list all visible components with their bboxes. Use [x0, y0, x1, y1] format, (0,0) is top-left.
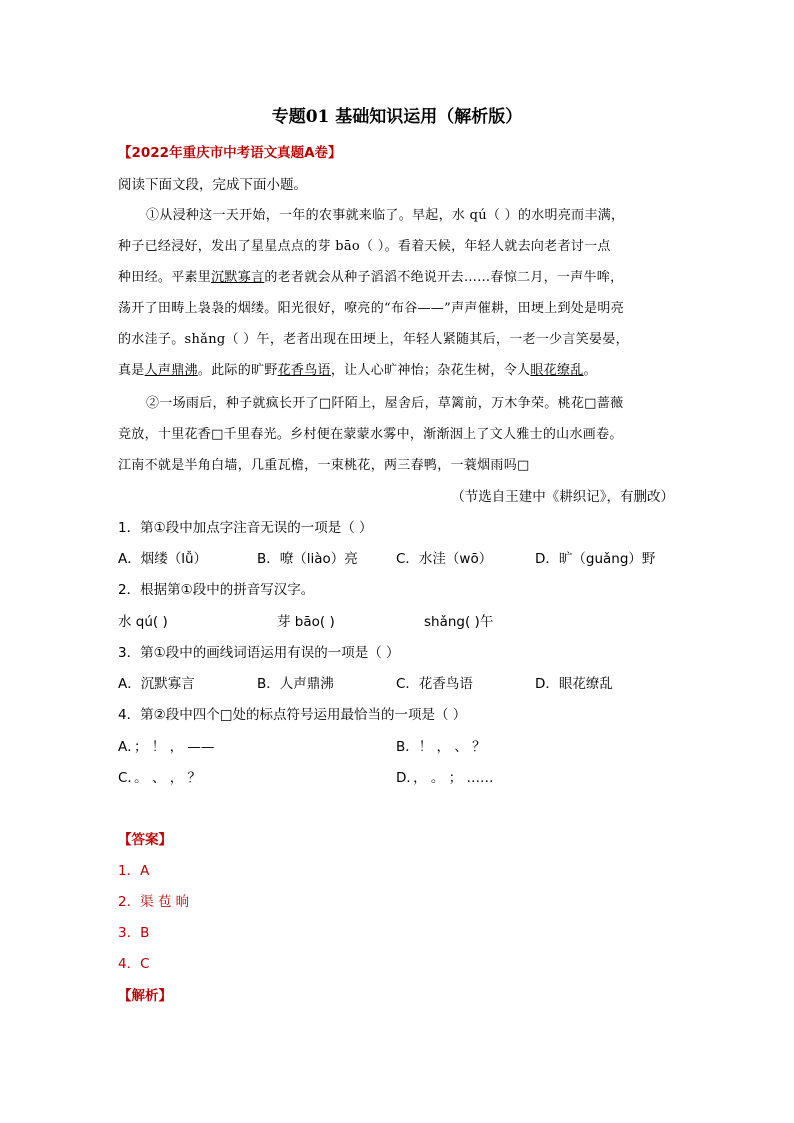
underlined-phrase: 花香鸟语 [277, 363, 331, 378]
passage-text: 种田经。平素里 [118, 270, 212, 285]
question-1-option-c: C．水洼（wō） [396, 551, 493, 567]
passage-source: （节选自王建中《耕织记》，有删改） [451, 489, 674, 505]
question-1-option-a: A．烟缕（lǚ） [118, 551, 208, 567]
passage-text: 真是 [118, 363, 145, 378]
question-2-blank-b: 芽 bāo( ) [277, 614, 335, 630]
passage-text: 。此际的旷野 [197, 363, 278, 378]
answer-2: 2．渠 苞 晌 [118, 894, 190, 910]
question-3-option-a: A．沉默寡言 [118, 676, 195, 692]
source-heading: 【2022年重庆市中考语文真题A卷】 [118, 145, 342, 161]
underlined-phrase: 沉默寡言 [211, 270, 265, 285]
passage-text: 的老者就会从种子滔滔不绝说开去……春惊二月，一声牛哞， [264, 270, 624, 285]
question-4: 4．第②段中四个□处的标点符号运用最恰当的一项是（ ） [118, 707, 467, 723]
passage-p2-line3: 江南不就是半角白墙，几重瓦檐，一束桃花，两三春鸭，一蓑烟雨吗□ [118, 458, 530, 473]
question-4-option-c: C．。 、 ， ？ [118, 770, 202, 786]
question-4-option-a: A．； ！ ， —— [118, 739, 215, 755]
question-4-option-d: D．， 。 ； …… [396, 770, 494, 786]
question-2-blank-a: 水 qú( ) [118, 614, 168, 630]
page-title: 专题01 基础知识运用（解析版） [271, 107, 523, 127]
passage-p1-line6 [118, 361, 597, 381]
passage-p1-line1: ①从浸种这一天开始，一年的农事就来临了。早起，水 qú（ ）的水明亮而丰满， [146, 208, 625, 223]
passage-text: ，让人心旷神怡；杂花生树，令人 [330, 363, 531, 378]
question-1-option-d: D．旷（guǎng）野 [535, 551, 656, 567]
question-2: 2．根据第①段中的拼音写汉字。 [118, 582, 315, 598]
question-2-blank-c: shǎng( )午 [424, 614, 494, 630]
answer-3: 3．B [118, 925, 150, 941]
question-1: 1．第①段中加点字注音无误的一项是（ ） [118, 520, 373, 536]
question-1-option-b: B．嘹（liào）亮 [257, 551, 358, 567]
answer-4: 4．C [118, 956, 150, 972]
passage-p2-line2: 竞放，十里花香□千里春光。乡村便在蒙蒙水雾中，渐渐洇上了文人雅士的山水画卷。 [118, 427, 623, 442]
underlined-phrase: 眼花缭乱 [530, 363, 584, 378]
analysis-heading: 【解析】 [118, 988, 172, 1004]
question-3-option-b: B．人声鼎沸 [257, 676, 334, 692]
question-3-option-d: D．眼花缭乱 [535, 676, 613, 692]
answer-heading: 【答案】 [118, 832, 172, 848]
instruction-text: 阅读下面文段，完成下面小题。 [118, 177, 307, 193]
underlined-phrase: 人声鼎沸 [144, 363, 198, 378]
passage-p2-line1: ②一场雨后，种子就疯长开了□阡陌上，屋舍后，草篱前，万木争荣。桃花□蔷薇 [146, 396, 624, 411]
passage-p1-line5: 的水洼子。shǎng（ ）午，老者出现在田埂上，年轻人紧随其后，一老一少言笑晏晏， [118, 332, 629, 347]
passage-p1-line4: 荡开了田畴上袅袅的烟缕。阳光很好，嘹亮的“布谷——”声声催耕，田埂上到处是明亮 [118, 301, 624, 316]
passage-p1-line2: 种子已经浸好，发出了星星点点的芽 bāo（ ）。看着天候，年轻人就去向老者讨一点 [118, 239, 611, 254]
passage-p1-line3 [118, 268, 623, 288]
passage-text: 。 [583, 363, 597, 378]
question-3-option-c: C．花香鸟语 [396, 676, 473, 692]
question-4-option-b: B．！ ， 、 ？ [396, 739, 486, 755]
answer-1: 1．A [118, 863, 150, 879]
question-3: 3．第①段中的画线词语运用有误的一项是（ ） [118, 645, 400, 661]
